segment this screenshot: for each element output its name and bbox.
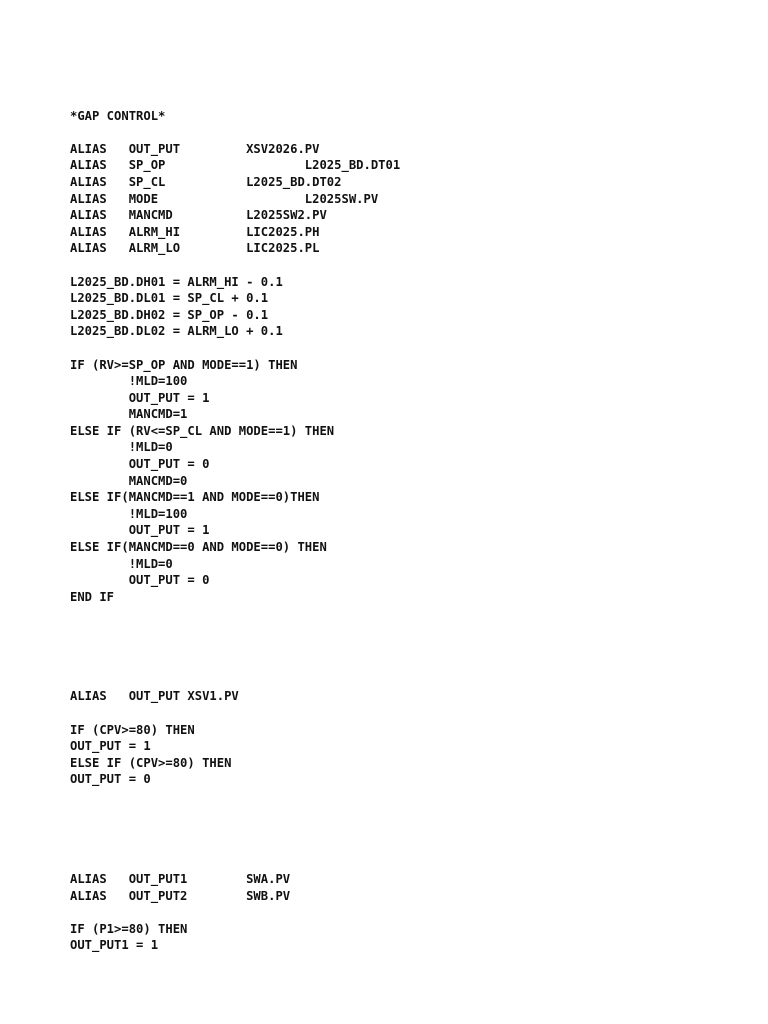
code-line: ALIAS ALRM_HI LIC2025.PH xyxy=(70,224,320,239)
code-line: ALIAS ALRM_LO LIC2025.PL xyxy=(70,241,320,256)
code-line: OUT_PUT = 1 xyxy=(70,739,151,754)
code-line xyxy=(70,805,730,822)
code-line xyxy=(70,821,730,838)
code-line: OUT_PUT = 1 xyxy=(70,523,210,538)
code-line: END IF xyxy=(70,589,115,604)
code-line xyxy=(70,655,730,672)
code-line: MANCMD=0 xyxy=(70,473,188,488)
code-line: L2025_BD.DH02 = SP_OP - 0.1 xyxy=(70,307,269,322)
code-line: ALIAS SP_CL L2025_BD.DT02 xyxy=(70,174,342,189)
code-line xyxy=(70,124,730,141)
code-line: IF (P1>=80) THEN xyxy=(70,921,188,936)
code-line: ALIAS OUT_PUT1 SWA.PV xyxy=(70,871,291,886)
code-line xyxy=(70,904,730,921)
code-line: OUT_PUT = 0 xyxy=(70,573,210,588)
code-line: ELSE IF(MANCMD==1 AND MODE==0)THEN xyxy=(70,490,320,505)
code-line xyxy=(70,854,730,871)
code-line xyxy=(70,838,730,855)
code-line xyxy=(70,705,730,722)
code-line: IF (CPV>=80) THEN xyxy=(70,722,195,737)
code-line: OUT_PUT = 0 xyxy=(70,772,151,787)
code-line: !MLD=100 xyxy=(70,374,188,389)
code-line: L2025_BD.DH01 = ALRM_HI - 0.1 xyxy=(70,274,283,289)
code-line: ELSE IF (RV<=SP_CL AND MODE==1) THEN xyxy=(70,423,335,438)
code-line xyxy=(70,91,730,108)
code-line: OUT_PUT1 = 1 xyxy=(70,938,159,953)
code-line: L2025_BD.DL02 = ALRM_LO + 0.1 xyxy=(70,324,283,339)
code-line: ALIAS MODE L2025SW.PV xyxy=(70,191,379,206)
code-line: ALIAS SP_OP L2025_BD.DT01 xyxy=(70,158,401,173)
code-line: ALIAS OUT_PUT XSV1.PV xyxy=(70,689,239,704)
code-line xyxy=(70,340,730,357)
code-line: ELSE IF (CPV>=80) THEN xyxy=(70,755,232,770)
code-line: ALIAS MANCMD L2025SW2.PV xyxy=(70,208,327,223)
code-line xyxy=(70,672,730,689)
code-line xyxy=(70,622,730,639)
code-line: ALIAS OUT_PUT XSV2026.PV xyxy=(70,141,320,156)
code-line xyxy=(70,605,730,622)
code-line: IF (RV>=SP_OP AND MODE==1) THEN xyxy=(70,357,298,372)
code-line: OUT_PUT = 1 xyxy=(70,390,210,405)
code-line: !MLD=0 xyxy=(70,440,173,455)
code-line: OUT_PUT = 0 xyxy=(70,457,210,472)
code-line: L2025_BD.DL01 = SP_CL + 0.1 xyxy=(70,291,269,306)
code-document xyxy=(70,91,730,954)
code-line xyxy=(70,639,730,656)
code-line: !MLD=0 xyxy=(70,556,173,571)
code-line: MANCMD=1 xyxy=(70,407,188,422)
code-line: ELSE IF(MANCMD==0 AND MODE==0) THEN xyxy=(70,540,327,555)
code-line: *GAP CONTROL* xyxy=(70,108,166,123)
code-line xyxy=(70,788,730,805)
code-line: ALIAS OUT_PUT2 SWB.PV xyxy=(70,888,291,903)
code-line: !MLD=100 xyxy=(70,506,188,521)
code-line xyxy=(70,257,730,274)
